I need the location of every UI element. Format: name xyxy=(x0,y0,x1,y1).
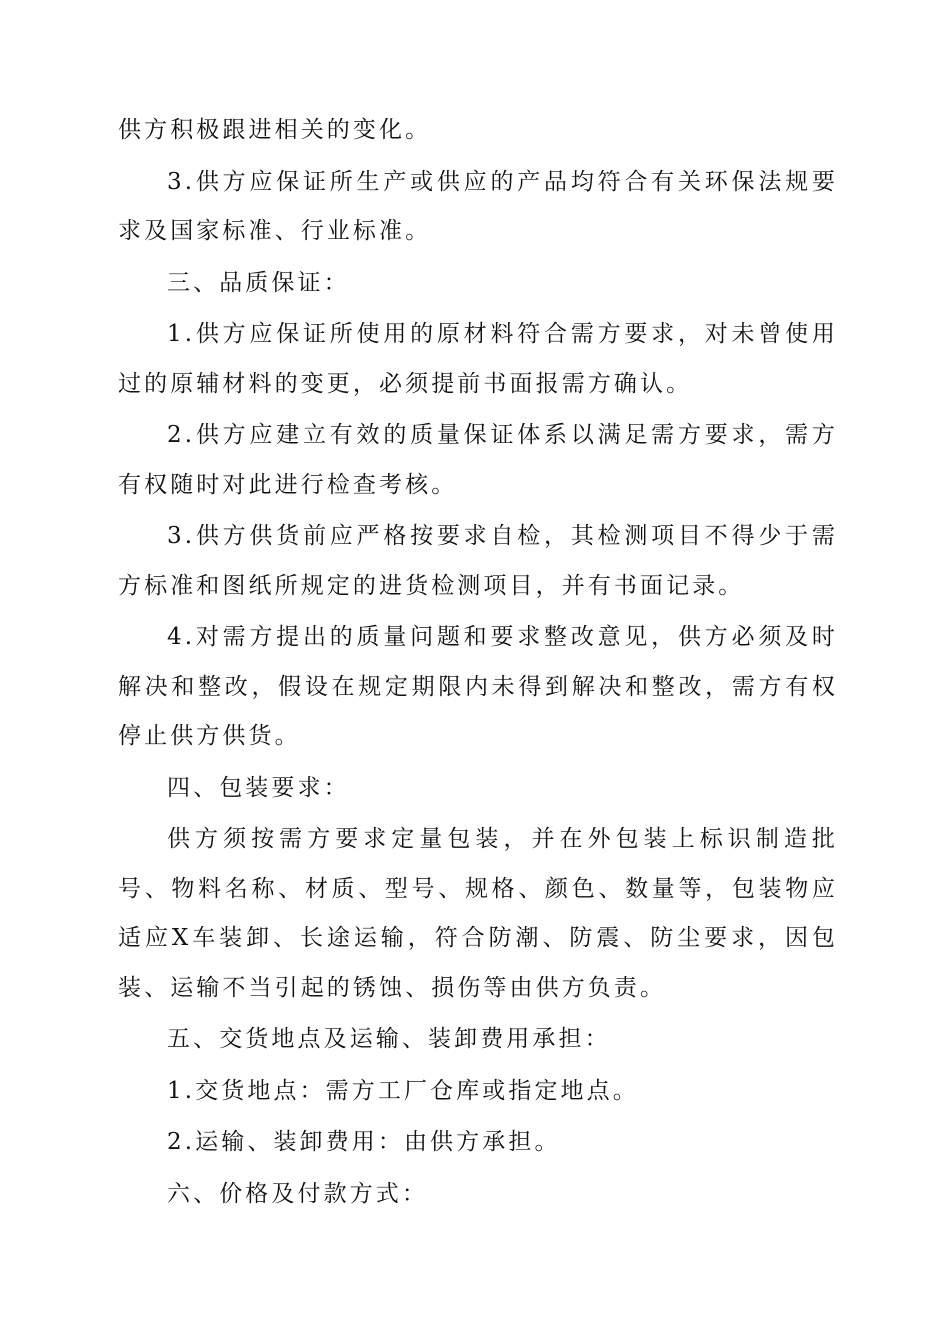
paragraph: 1.交货地点：需方工厂仓库或指定地点。 xyxy=(167,1077,639,1104)
section-heading: 六、价格及付款方式： xyxy=(167,1180,428,1207)
paragraph: 1.供方应保证所使用的原材料符合需方要求，对未曾使用过的原辅材料的变更，必须提前书面报需方确认。 xyxy=(118,321,838,397)
section-heading: 四、包装要求： xyxy=(167,774,350,801)
section-heading: 五、交货地点及运输、装卸费用承担： xyxy=(167,1026,611,1052)
paragraph: 2.运输、装卸费用：由供方承担。 xyxy=(167,1129,561,1155)
paragraph: 2.供方应建立有效的质量保证体系以满足需方要求，需方有权随时对此进行检查考核。 xyxy=(118,422,838,498)
section-heading: 三、品质保证： xyxy=(167,269,350,296)
paragraph: 3.供方应保证所生产或供应的产品均符合有关环保法规要求及国家标准、行业标准。 xyxy=(118,168,838,244)
paragraph: 4.对需方提出的质量问题和要求整改意见，供方必须及时解决和整改，假设在规定期限内未得到解决和整改，需方有权停止供方供货。 xyxy=(118,624,838,749)
paragraph: 供方须按需方要求定量包装，并在外包装上标识制造批号、物料名称、材质、型号、规格、颜色、数量等，包装物应适应X车装卸、长途运输，符合防潮、防震、防尘要求，因包装、运输不当引起的锈蚀、损伤等由供方负责。 xyxy=(118,826,838,1001)
document-body xyxy=(118,106,838,1219)
paragraph: 供方积极跟进相关的变化。 xyxy=(118,117,432,143)
paragraph: 3.供方供货前应严格按要求自检，其检测项目不得少于需方标准和图纸所规定的进货检测项目，并有书面记录。 xyxy=(118,523,838,599)
